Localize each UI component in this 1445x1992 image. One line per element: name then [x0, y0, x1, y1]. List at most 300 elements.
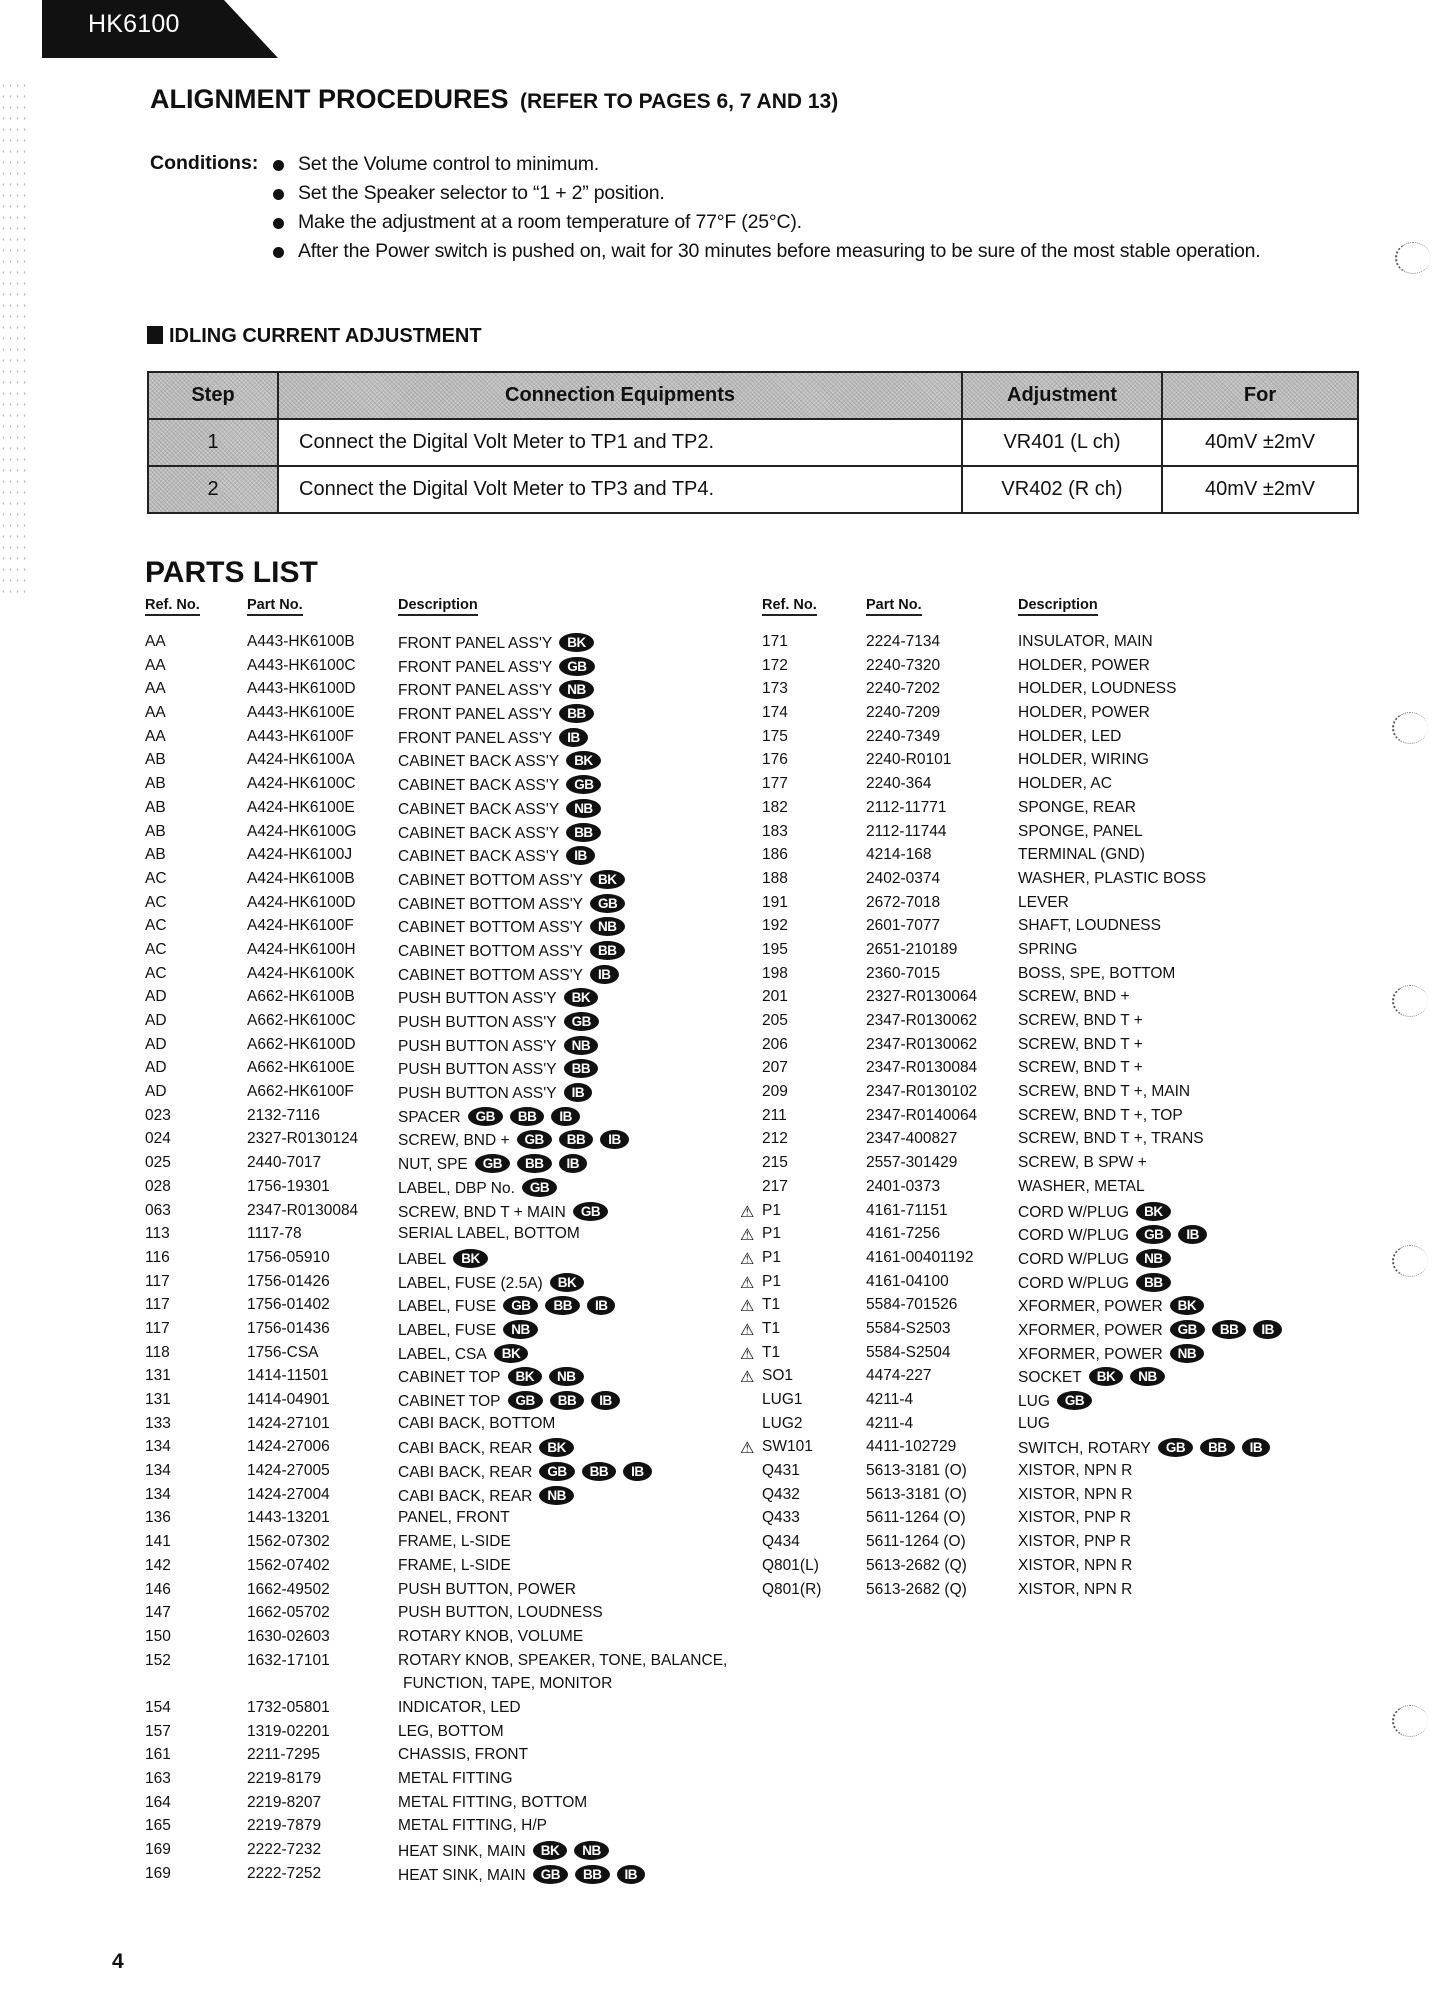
parts-list-row	[740, 965, 1380, 989]
ref-no-cell: 147	[145, 1604, 171, 1622]
parts-list-row	[145, 1865, 745, 1889]
warning-triangle-icon: ⚠	[740, 1203, 755, 1221]
ref-no-cell: 157	[145, 1722, 171, 1740]
parts-list-row	[145, 680, 745, 704]
col-header-connection: Connection Equipments	[278, 372, 962, 419]
parts-list-row	[740, 988, 1380, 1012]
parts-list-row	[145, 1533, 745, 1557]
parts-list-row	[145, 1581, 745, 1605]
description-text: SCREW, BND T +, TOP	[1018, 1106, 1183, 1124]
description-cell	[1018, 1154, 1147, 1172]
table-row	[148, 419, 1358, 466]
description-text: XISTOR, NPN R	[1018, 1485, 1133, 1503]
region-badge: GB	[1170, 1320, 1205, 1339]
description-cell	[1018, 1557, 1132, 1575]
description-text: INSULATOR, MAIN	[1018, 633, 1153, 650]
ref-no-cell: 183	[762, 822, 788, 840]
part-no-cell: 1562-07302	[247, 1533, 330, 1551]
description-cell	[398, 775, 601, 795]
part-no-cell: A424-HK6100B	[247, 869, 355, 887]
description-text: CABINET BOTTOM ASS'Y	[398, 919, 583, 937]
description-cell	[398, 965, 619, 985]
description-text: CABINET BACK ASS'Y	[398, 848, 560, 866]
ref-no-cell: 177	[762, 775, 788, 793]
description-text: LABEL, FUSE	[398, 1298, 497, 1316]
part-no-cell: A424-HK6100G	[247, 822, 357, 840]
description-cell	[398, 1746, 528, 1764]
description-cell	[398, 917, 625, 937]
description-text: HEAT SINK, MAIN	[398, 1843, 526, 1861]
part-no-cell: 4161-71151	[866, 1201, 948, 1219]
parts-list-row	[740, 1225, 1380, 1249]
ref-no-cell: 142	[145, 1556, 171, 1574]
parts-list-row	[145, 751, 745, 775]
ref-no-cell: 134	[145, 1485, 171, 1503]
part-no-cell: 2651-210189	[866, 940, 958, 958]
ref-no-cell: Q801(L)	[762, 1556, 819, 1574]
parts-list-row	[740, 1178, 1380, 1202]
ref-no-cell: Q432	[762, 1485, 800, 1503]
description-cell	[398, 1391, 620, 1411]
region-badge: BK	[1136, 1202, 1171, 1221]
parts-list-row	[740, 1154, 1380, 1178]
parts-list-row	[145, 1130, 745, 1154]
description-text: SPRING	[1018, 940, 1078, 958]
part-no-cell: A443-HK6100C	[247, 656, 356, 674]
region-badge: BB	[1212, 1320, 1247, 1339]
description-cell	[398, 1770, 513, 1788]
region-badge: GB	[1136, 1225, 1171, 1244]
ref-no-cell: 171	[762, 633, 788, 650]
parts-list-row	[740, 775, 1380, 799]
region-badge: BB	[559, 704, 594, 723]
description-cell	[398, 1557, 511, 1575]
conditions-list	[271, 150, 1381, 266]
description-cell	[1018, 1533, 1131, 1551]
condition-text: Make the adjustment at a room temperature of 77°F (25°C).	[298, 211, 802, 233]
parts-list-row	[145, 1723, 745, 1747]
warning-triangle-icon: ⚠	[740, 1227, 755, 1245]
region-badge: BB	[1200, 1438, 1235, 1457]
region-badge: IB	[1242, 1438, 1271, 1457]
ref-no-cell: P1	[762, 1225, 781, 1243]
description-text: METAL FITTING, BOTTOM	[398, 1793, 588, 1811]
part-no-cell: 2240-7209	[866, 704, 941, 722]
part-no-cell: A662-HK6100F	[247, 1083, 354, 1101]
description-cell	[398, 870, 625, 890]
ref-no-cell: SW101	[762, 1438, 813, 1456]
parts-list-row	[740, 823, 1380, 847]
description-cell	[1018, 917, 1161, 935]
ref-no-cell: 118	[145, 1343, 170, 1361]
ref-no-cell: 136	[145, 1509, 171, 1527]
description-text: LEG, BOTTOM	[398, 1722, 504, 1740]
ref-no-cell: 169	[145, 1841, 171, 1859]
ref-no-cell: 133	[145, 1414, 171, 1432]
region-badge: IB	[623, 1462, 652, 1481]
part-no-cell: 1117-78	[247, 1225, 302, 1243]
description-text: HEAT SINK, MAIN	[398, 1866, 526, 1884]
part-no-cell: 1632-17101	[247, 1651, 330, 1669]
region-badge: BB	[590, 941, 625, 960]
bullet-icon	[273, 218, 284, 229]
part-no-cell: 5611-1264 (O)	[866, 1533, 966, 1551]
part-no-cell: 2347-R0130062	[866, 1012, 978, 1029]
description-cell	[398, 1486, 574, 1506]
part-no-cell: 2240-R0101	[866, 751, 952, 769]
description-text: SPACER	[398, 1108, 461, 1126]
parts-list-row	[145, 1841, 745, 1865]
ref-no-cell: 025	[145, 1154, 171, 1172]
scan-noise	[0, 80, 30, 600]
region-badge: IB	[617, 1865, 646, 1884]
parts-list-row	[740, 1249, 1380, 1273]
region-badge: NB	[539, 1486, 574, 1505]
region-badge: BB	[582, 1462, 617, 1481]
part-no-cell: A662-HK6100E	[247, 1059, 355, 1077]
bullet-icon	[273, 189, 284, 200]
parts-list-row	[145, 1059, 745, 1083]
description-cell	[1018, 965, 1175, 983]
description-text: LUG	[1018, 1414, 1050, 1432]
part-no-cell: 1756-01402	[247, 1296, 330, 1314]
ref-no-cell: 173	[762, 680, 788, 698]
parts-list-row	[145, 1604, 745, 1628]
parts-list-row	[145, 1557, 745, 1581]
description-text: LABEL, FUSE (2.5A)	[398, 1274, 543, 1292]
description-cell	[398, 751, 601, 771]
region-badge: GB	[566, 775, 601, 794]
parts-list-row	[740, 1462, 1380, 1486]
ref-no-cell: 141	[145, 1533, 171, 1551]
region-badge: GB	[508, 1391, 543, 1410]
description-cell	[398, 1604, 603, 1622]
parts-list-row	[740, 704, 1380, 728]
ref-no-cell: AC	[145, 940, 167, 958]
description-cell	[398, 1249, 488, 1269]
description-cell	[1018, 1059, 1143, 1077]
part-no-cell: 2327-R0130064	[866, 988, 978, 1006]
ref-no-cell: 117	[145, 1296, 170, 1314]
region-badge: BK	[494, 1344, 529, 1363]
parts-list-row	[740, 941, 1380, 965]
description-text: XISTOR, NPN R	[1018, 1580, 1133, 1598]
description-cell	[398, 1841, 609, 1861]
part-no-cell: 1443-13201	[247, 1509, 330, 1527]
region-badge: BB	[545, 1296, 580, 1315]
punch-hole-mark	[1392, 1705, 1428, 1737]
description-text: SWITCH, ROTARY	[1018, 1440, 1151, 1458]
part-no-cell: 2347-R0140064	[866, 1106, 978, 1124]
region-badge: IB	[566, 846, 595, 865]
ref-no-cell: AA	[145, 633, 166, 650]
description-text: NUT, SPE	[398, 1156, 468, 1174]
parts-list-header	[740, 597, 1380, 633]
region-badge: BK	[508, 1367, 543, 1386]
part-no-cell: 2360-7015	[866, 964, 941, 982]
warning-triangle-icon: ⚠	[740, 1274, 755, 1292]
parts-list-row	[740, 1415, 1380, 1439]
warning-triangle-icon: ⚠	[740, 1345, 755, 1363]
description-text: HOLDER, POWER	[1018, 656, 1150, 674]
parts-list-row	[740, 751, 1380, 775]
description-text: SCREW, BND T +	[1018, 1059, 1143, 1077]
parts-list-row	[145, 1012, 745, 1036]
part-no-cell: 2240-7349	[866, 727, 941, 745]
parts-list-row	[145, 870, 745, 894]
parts-list-row	[145, 1817, 745, 1841]
ref-no-cell: AB	[145, 798, 166, 816]
region-badge: IB	[591, 1391, 620, 1410]
parts-list-row	[740, 1320, 1380, 1344]
description-text: SPONGE, PANEL	[1018, 822, 1143, 840]
part-no-cell: 1562-07402	[247, 1556, 330, 1574]
description-cell	[1018, 657, 1150, 675]
parts-list-row	[145, 1202, 745, 1226]
col-header-description: Description	[1018, 597, 1098, 616]
ref-no-cell: 164	[145, 1793, 171, 1811]
part-no-cell: 2347-R0130062	[866, 1035, 978, 1053]
region-badge: BB	[1136, 1273, 1171, 1292]
description-cell	[398, 1320, 538, 1340]
description-text: PUSH BUTTON, POWER	[398, 1580, 576, 1598]
parts-list-row	[740, 846, 1380, 870]
part-no-cell: 2347-R0130084	[866, 1059, 978, 1077]
description-cell	[1018, 1273, 1171, 1293]
region-badge: BB	[559, 1130, 594, 1149]
description-cell	[398, 1699, 521, 1717]
description-cell	[398, 1533, 511, 1551]
ref-no-cell: 165	[145, 1817, 171, 1835]
parts-list-title: PARTS LIST	[145, 556, 318, 589]
part-no-cell: 5613-3181 (O)	[866, 1462, 967, 1480]
description-cell	[1018, 775, 1112, 793]
description-cell	[398, 633, 594, 653]
ref-no-cell: AD	[145, 1035, 167, 1053]
ref-no-cell: LUG1	[762, 1391, 803, 1408]
parts-list-row	[740, 1083, 1380, 1107]
parts-list-header	[145, 597, 745, 633]
parts-list-row	[145, 1794, 745, 1818]
part-no-cell: 5584-S2504	[866, 1343, 951, 1361]
part-no-cell: 1756-19301	[247, 1177, 330, 1195]
description-text: CABINET TOP	[398, 1393, 501, 1410]
description-cell	[398, 823, 601, 843]
description-text: XFORMER, POWER	[1018, 1345, 1163, 1363]
page-title	[150, 84, 838, 115]
description-cell	[1018, 1462, 1132, 1480]
ref-no-cell: LUG2	[762, 1414, 803, 1432]
ref-no-cell: 023	[145, 1106, 171, 1124]
part-no-cell: 1756-01426	[247, 1272, 330, 1290]
part-no-cell: 1424-27006	[247, 1438, 330, 1456]
ref-no-cell: 152	[145, 1651, 171, 1669]
ref-no-cell: 176	[762, 751, 788, 769]
description-text: XFORMER, POWER	[1018, 1321, 1163, 1339]
part-no-cell: A424-HK6100C	[247, 775, 356, 793]
col-header-step: Step	[148, 372, 278, 419]
part-no-cell: 5613-2682 (Q)	[866, 1556, 967, 1574]
part-no-cell: 2347-R0130102	[866, 1083, 978, 1101]
description-cell	[1018, 728, 1121, 746]
parts-list-row	[145, 704, 745, 728]
model-tab-label: HK6100	[88, 10, 180, 38]
description-cell	[1018, 1202, 1171, 1222]
region-badge: GB	[1057, 1391, 1092, 1410]
description-text: CABI BACK, REAR	[398, 1440, 533, 1458]
part-no-cell: 2132-7116	[247, 1106, 320, 1124]
part-no-cell: 2327-R0130124	[247, 1130, 359, 1148]
part-no-cell: 1414-11501	[247, 1367, 329, 1385]
part-no-cell: A662-HK6100D	[247, 1035, 356, 1053]
parts-list-row	[740, 1533, 1380, 1557]
part-no-cell: 2401-0373	[866, 1177, 941, 1195]
punch-hole-mark	[1392, 712, 1428, 744]
description-cell	[1018, 1130, 1204, 1148]
part-no-cell: A443-HK6100E	[247, 704, 355, 722]
region-badge: GB	[564, 1012, 599, 1031]
region-badge: NB	[566, 799, 601, 818]
description-text: LABEL, DBP No.	[398, 1179, 515, 1197]
section-square-icon	[147, 326, 163, 344]
description-text: FRAME, L-SIDE	[398, 1556, 511, 1574]
adjustment-cell: VR402 (R ch)	[962, 466, 1162, 513]
part-no-cell: A424-HK6100A	[247, 751, 355, 769]
description-cell	[398, 1296, 615, 1316]
ref-no-cell: 211	[762, 1106, 787, 1124]
description-text: PANEL, FRONT	[398, 1509, 510, 1527]
ref-no-cell: 134	[145, 1438, 171, 1456]
part-no-cell: 4211-4	[866, 1414, 914, 1432]
page-title-reference: (REFER TO PAGES 6, 7 AND 13)	[520, 90, 839, 113]
description-text: FRAME, L-SIDE	[398, 1533, 511, 1551]
region-badge: GB	[468, 1107, 503, 1126]
parts-list-row	[145, 775, 745, 799]
description-text: HOLDER, LED	[1018, 727, 1122, 745]
parts-list-row	[740, 1581, 1380, 1605]
description-text: PUSH BUTTON ASS'Y	[398, 1061, 557, 1079]
description-cell	[1018, 1296, 1204, 1316]
part-no-cell: A424-HK6100J	[247, 846, 353, 864]
description-text: SERIAL LABEL, BOTTOM	[398, 1225, 580, 1243]
description-cell	[1018, 1178, 1145, 1196]
region-badge: BB	[566, 823, 601, 842]
parts-list-row	[740, 1367, 1380, 1391]
part-no-cell: 1319-02201	[247, 1722, 330, 1740]
part-no-cell: 1424-27101	[247, 1414, 330, 1432]
region-badge: GB	[573, 1202, 608, 1221]
part-no-cell: A424-HK6100E	[247, 798, 355, 816]
description-text: LABEL	[398, 1250, 447, 1268]
description-cell	[398, 704, 594, 724]
part-no-cell: 1756-CSA	[247, 1343, 319, 1361]
description-cell	[1018, 1249, 1171, 1269]
part-no-cell: 2219-7879	[247, 1817, 322, 1835]
ref-no-cell: Q434	[762, 1533, 800, 1551]
region-badge: IB	[1253, 1320, 1282, 1339]
ref-no-cell: 131	[145, 1367, 171, 1385]
description-text: CABINET BACK ASS'Y	[398, 753, 560, 771]
description-cell	[1018, 1581, 1132, 1599]
region-badge: BB	[517, 1154, 552, 1173]
parts-list-row	[145, 657, 745, 681]
part-no-cell: 5613-3181 (O)	[866, 1485, 967, 1503]
idling-section-label: IDLING CURRENT ADJUSTMENT	[169, 325, 482, 347]
part-no-cell: 2347-400827	[866, 1130, 958, 1148]
connection-cell: Connect the Digital Volt Meter to TP1 and TP2.	[278, 419, 962, 466]
description-text: INDICATOR, LED	[398, 1698, 521, 1716]
description-text: SCREW, BND T +, MAIN	[1018, 1083, 1191, 1101]
condition-item	[271, 179, 1381, 208]
parts-list-row	[740, 1202, 1380, 1226]
ref-no-cell: AC	[145, 869, 167, 887]
description-cell	[1018, 1367, 1165, 1387]
region-badge: BB	[564, 1059, 599, 1078]
region-badge: BB	[550, 1391, 585, 1410]
part-no-cell: 2402-0374	[866, 869, 941, 887]
parts-list-row	[740, 1344, 1380, 1368]
description-cell	[1018, 823, 1143, 841]
description-text: PUSH BUTTON ASS'Y	[398, 1014, 557, 1031]
parts-list-row	[145, 1083, 745, 1107]
description-text: LEVER	[1018, 893, 1069, 911]
adjustment-cell: VR401 (L ch)	[962, 419, 1162, 466]
ref-no-cell: AA	[145, 656, 166, 674]
description-text: CABINET BOTTOM ASS'Y	[398, 966, 583, 984]
description-text: SCREW, BND +	[1018, 988, 1130, 1006]
parts-list-row	[740, 870, 1380, 894]
part-no-cell: A443-HK6100D	[247, 680, 356, 698]
ref-no-cell: AB	[145, 751, 166, 769]
parts-list-row	[145, 1438, 745, 1462]
ref-no-cell: Q801(R)	[762, 1580, 822, 1598]
description-cell	[1018, 751, 1149, 769]
part-no-cell: 2112-11744	[866, 822, 947, 840]
description-cell	[398, 1012, 599, 1032]
description-text: CHASSIS, FRONT	[398, 1746, 529, 1764]
parts-list-row	[740, 633, 1380, 657]
parts-list-row	[740, 1486, 1380, 1510]
description-text: METAL FITTING, H/P	[398, 1817, 547, 1835]
part-no-cell: 2222-7232	[247, 1841, 322, 1859]
page-title-main: ALIGNMENT PROCEDURES	[150, 84, 509, 114]
condition-item	[271, 150, 1381, 179]
part-no-cell: 4161-7256	[866, 1225, 941, 1243]
parts-list-row	[145, 823, 745, 847]
ref-no-cell: 206	[762, 1035, 788, 1053]
condition-item	[271, 208, 1381, 237]
idling-adjustment-table	[147, 371, 1359, 514]
parts-list-row	[740, 894, 1380, 918]
region-badge: BK	[539, 1438, 574, 1457]
region-badge: BK	[453, 1249, 488, 1268]
ref-no-cell: 116	[145, 1248, 170, 1266]
description-cell	[398, 1581, 576, 1599]
ref-no-cell: 169	[145, 1864, 171, 1882]
part-no-cell: A424-HK6100F	[247, 917, 354, 935]
parts-list-row	[145, 1367, 745, 1391]
part-no-cell: 5611-1264 (O)	[866, 1509, 966, 1527]
parts-list-row	[145, 1107, 745, 1131]
region-badge: NB	[559, 680, 594, 699]
parts-list-row	[145, 1273, 745, 1297]
description-cell	[398, 1509, 510, 1527]
ref-no-cell: 172	[762, 656, 788, 674]
description-cell	[1018, 1509, 1131, 1527]
part-no-cell: 2347-R0130084	[247, 1201, 359, 1219]
ref-no-cell: 163	[145, 1770, 171, 1787]
connection-cell: Connect the Digital Volt Meter to TP3 and TP4.	[278, 466, 962, 513]
